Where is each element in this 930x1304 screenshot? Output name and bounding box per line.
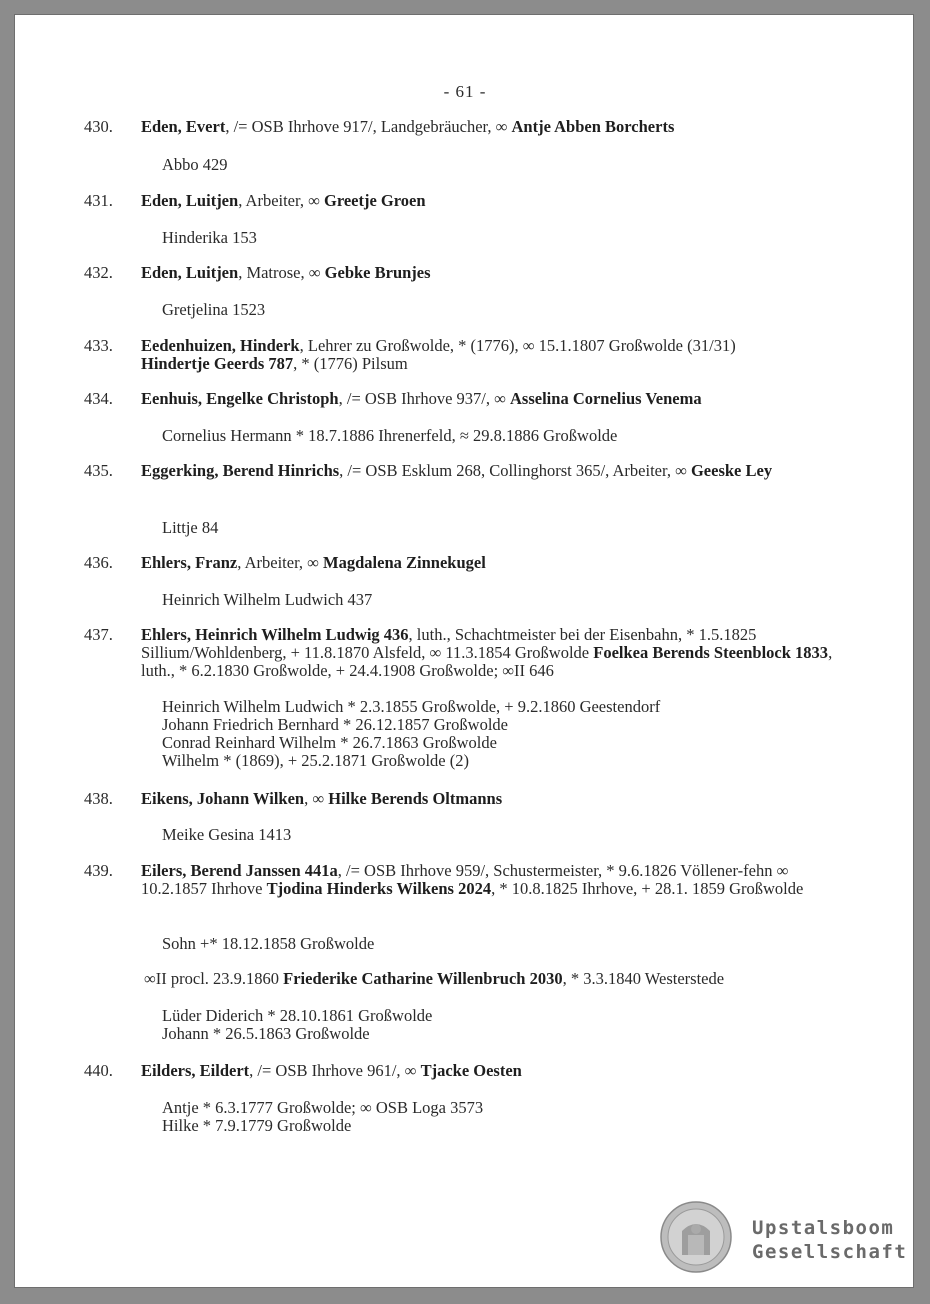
entry-name: Eden, Luitjen (141, 263, 239, 282)
child-list (162, 698, 862, 770)
entry-number: 430. (84, 117, 113, 136)
entry-name: Eilders, Eildert (141, 1061, 250, 1080)
entry-text: , /= OSB Ihrhove 917/, Landgebräucher, ∞ (225, 117, 512, 136)
entry-spouse: Foelkea Berends Steenblock 1833 (593, 643, 829, 662)
entry-text: , /= OSB Ihrhove 961/, ∞ (249, 1061, 421, 1080)
entry-name: Eedenhuizen, Hinderk (141, 336, 300, 355)
entry-text: , /= OSB Ihrhove 959/, Schustermeister, * 9.6.1826 Völlener-fehn ∞ 10.2.1857 Ihrhove (141, 861, 789, 898)
entry-number: 432. (84, 263, 113, 282)
child-line: Abbo 429 (162, 155, 228, 174)
entry-number: 439. (84, 861, 113, 880)
entry-text: , Arbeiter, ∞ (237, 553, 324, 572)
child-line: Hilke * 7.9.1779 Großwolde (162, 1116, 352, 1135)
entry-spouse: Gebke Brunjes (324, 263, 431, 282)
entry-spouse: Tjacke Oesten (420, 1061, 522, 1080)
entry-text: , Arbeiter, ∞ (238, 191, 324, 210)
logo-line-1: Upstalsboom (752, 1217, 895, 1239)
entry-number: 438. (84, 789, 113, 808)
entry-text: , Matrose, ∞ (238, 263, 325, 282)
entry-name: Eden, Evert (141, 117, 226, 136)
second-marriage-spouse: Friederike Catharine Willenbruch 2030 (283, 969, 563, 988)
entry-number: 440. (84, 1061, 113, 1080)
entry-spouse: Hilke Berends Oltmanns (328, 789, 503, 808)
entry-number: 434. (84, 389, 113, 408)
entry-number: 436. (84, 553, 113, 572)
entry-text: , /= OSB Esklum 268, Collinghorst 365/, Arbeiter, ∞ (339, 461, 691, 480)
child-line: Johann * 26.5.1863 Großwolde (162, 1024, 370, 1043)
child-line: Wilhelm * (1869), + 25.2.1871 Großwolde (2) (162, 751, 469, 770)
page-number: - 61 - (443, 82, 487, 101)
child-line: Heinrich Wilhelm Ludwich * 2.3.1855 Großwolde, + 9.2.1860 Geestendorf (162, 697, 661, 716)
entry-spouse: Magdalena Zinnekugel (323, 553, 486, 572)
entry-spouse: Geeske Ley (690, 461, 773, 480)
entry-spouse: Asselina Cornelius Venema (510, 389, 702, 408)
entry-text: , * (1776) Pilsum (293, 354, 408, 373)
child-line: Meike Gesina 1413 (162, 825, 292, 844)
child-line: Heinrich Wilhelm Ludwich 437 (162, 590, 373, 609)
entry-number: 437. (84, 625, 113, 644)
entry-text: , luth., Schachtmeister bei der Eisenbahn, * 1.5.1825 Sillium/Wohldenberg, + 11.8.1870 Alsfeld, ∞ 11.3.1854 Großwolde (141, 625, 757, 662)
entry-name: Ehlers, Heinrich Wilhelm Ludwig 436 (141, 625, 409, 644)
child-list (162, 1099, 862, 1135)
second-marriage-suffix: , * 3.3.1840 Westerstede (562, 969, 725, 988)
seal-icon (660, 1201, 732, 1273)
entry-spouse: Hindertje Geerds 787 (141, 354, 294, 373)
entry-name: Eilers, Berend Janssen 441a (141, 861, 338, 880)
child-line: Gretjelina 1523 (162, 300, 266, 319)
entry-name: Eden, Luitjen (141, 191, 239, 210)
child-list (162, 1007, 862, 1043)
child-line: Lüder Diderich * 28.10.1861 Großwolde (162, 1006, 433, 1025)
entry-text: , ∞ (304, 789, 329, 808)
entry-spouse: Greetje Groen (323, 191, 426, 210)
entry-spouse: Antje Abben Borcherts (511, 117, 675, 136)
child-line: Sohn +* 18.12.1858 Großwolde (162, 934, 375, 953)
second-marriage-prefix: ∞II procl. 23.9.1860 (144, 969, 284, 988)
entry-name: Eggerking, Berend Hinrichs (141, 461, 340, 480)
entry-number: 433. (84, 336, 113, 355)
child-line: Cornelius Hermann * 18.7.1886 Ihrenerfeld, ≈ 29.8.1886 Großwolde (162, 426, 618, 445)
child-line: Johann Friedrich Bernhard * 26.12.1857 Großwolde (162, 715, 508, 734)
second-marriage (144, 970, 844, 988)
entry-number: 435. (84, 461, 113, 480)
logo-wordmark (752, 1216, 907, 1264)
entry-name: Eenhuis, Engelke Christoph (141, 389, 339, 408)
entry-spouse: Tjodina Hinderks Wilkens 2024 (266, 879, 492, 898)
child-line: Hinderika 153 (162, 228, 257, 247)
entry-number: 431. (84, 191, 113, 210)
entry-text: , * 10.8.1825 Ihrhove, + 28.1. 1859 Großwolde (491, 879, 804, 898)
child-line: Littje 84 (162, 518, 219, 537)
logo-line-2: Gesellschaft (752, 1241, 908, 1263)
entry-text: , luth., * 6.2.1830 Großwolde, + 24.4.1908 Großwolde; ∞II 646 (141, 643, 833, 680)
entry-name: Ehlers, Franz (141, 553, 238, 572)
entry-text: , /= OSB Ihrhove 937/, ∞ (338, 389, 511, 408)
child-line: Antje * 6.3.1777 Großwolde; ∞ OSB Loga 3573 (162, 1098, 484, 1117)
child-line: Conrad Reinhard Wilhelm * 26.7.1863 Großwolde (162, 733, 497, 752)
entry-text: , Lehrer zu Großwolde, * (1776), ∞ 15.1.1807 Großwolde (31/31) (299, 336, 736, 355)
entry-name: Eikens, Johann Wilken (141, 789, 305, 808)
